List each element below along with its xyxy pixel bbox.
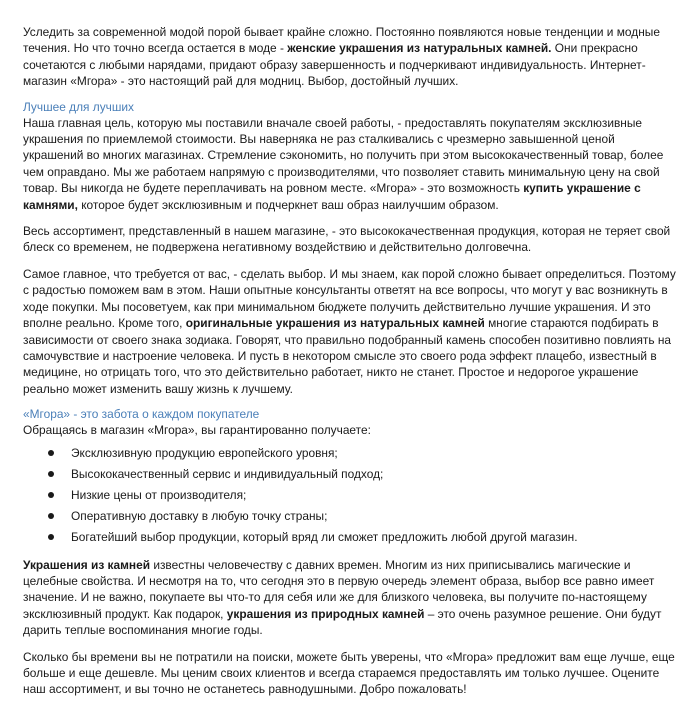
bullet-dot-icon bbox=[48, 534, 54, 540]
best-bold-buy-jewelry: купить украшение с камнями, bbox=[23, 181, 641, 212]
range-paragraph: Весь ассортимент, представленный в нашем магазине, - это высококачественная продукция, которая не теряет свой блеск со временем, не подвержена негативному воздействию и действительно долговечна. bbox=[23, 224, 671, 255]
choice-text-2: многие стараются подбирать в зависимости от своего знака зодиака. Говорят, что правильно подобранный камень способен позитивно повлиять на самочувствие и настроение человека. И пусть в некотором смысле это своего рода эффект плацебо, известный в медицине, но отрицать того, что это действительно работает, никто не станет. Простое и недорогое украшение реально может изменить вашу жизнь к лучшему. bbox=[23, 316, 672, 396]
bullet-dot-icon bbox=[48, 513, 54, 519]
stones-text-2: – это очень разумное решение. Они будут дарить теплые воспоминания многие годы. bbox=[23, 606, 662, 638]
list-item bbox=[48, 466, 676, 482]
best-paragraph bbox=[23, 115, 676, 213]
intro-paragraph bbox=[23, 24, 676, 90]
bullet-dot-icon bbox=[48, 471, 54, 477]
list-item-text: Богатейший выбор продукции, который вряд ли сможет предложить любой другой магазин. bbox=[71, 530, 578, 545]
intro-text-2: Они прекрасно сочетаются с любыми нарядами, придают образу завершенность и подчеркивают индивидуальность. Интернет-магазин «Мгора» - это настоящий рай для модниц. Выбор, достойный лучших. bbox=[23, 41, 646, 89]
bullet-dot-icon bbox=[48, 450, 54, 456]
benefits-list bbox=[23, 445, 676, 546]
stones-bold-jewelry-from-stones: Украшения из камней bbox=[23, 557, 151, 572]
best-text-2: которое будет эксклюзивным и подчеркнет ваш образ наилучшим образом. bbox=[77, 197, 499, 212]
stones-text-1: известны человечеству с давних времен. Многим из них приписывались магические и целебные свойства. И несмотря на то, что сегодня это в первую очередь элемент образа, выбор все равно имеет значение. И не важно, покупаете вы что-то для себя или же для близкого человека, вы получите по-настоящему эксклюзивный продукт. Как подарок, bbox=[23, 557, 655, 621]
stones-bold-natural-stones: украшения из природных камней bbox=[226, 606, 425, 621]
list-item bbox=[48, 487, 676, 503]
list-item bbox=[48, 529, 676, 545]
choice-text-1: Самое главное, что требуется от вас, - сделать выбор. И мы знаем, как порой сложно бывает определиться. Поэтому с радостью поможем вам в этом. Наши опытные консультанты ответят на все вопросы, что могут у вас возникнуть в ходе покупки. Мы посоветуем, как при минимальном бюджете получить действительно лучшие украшения. И это вполне реально. Кроме того, bbox=[23, 266, 676, 331]
bullet-dot-icon bbox=[48, 492, 54, 498]
list-item bbox=[48, 508, 676, 524]
list-item-text: Оперативную доставку в любую точку страны; bbox=[71, 509, 328, 524]
intro-bold-womens-jewelry: женские украшения из натуральных камней. bbox=[287, 41, 552, 56]
intro-text-1: Уследить за современной модой порой бывает крайне сложно. Постоянно появляются новые тенденции и модные течения. Но что точно всегда остается в моде - bbox=[23, 25, 660, 56]
list-item-text: Низкие цены от производителя; bbox=[71, 487, 247, 502]
section-heading-best: Лучшее для лучших bbox=[23, 99, 134, 114]
list-item-text: Эксклюзивную продукцию европейского уровня; bbox=[71, 445, 338, 460]
choice-paragraph bbox=[23, 266, 676, 397]
choice-bold-original-jewelry: оригинальные украшения из натуральных камней bbox=[185, 316, 485, 331]
stones-paragraph bbox=[23, 557, 676, 639]
list-item bbox=[48, 445, 676, 461]
best-text-1: Наша главная цель, которую мы поставили вначале своей работы, - предоставлять покупателям эксклюзивные украшения по приемлемой стоимости. Вы наверняка не раз сталкивались с чрезмерно завышенной ценой украшений во многих магазинах. Стремление сэкономить, но получить при этом высококачественный товар, более чем оправдано. Мы же работаем напрямую с производителями, что позволяет ставить минимальную цену на свой товар. Вы никогда не будете переплачивать на ровном месте. «Мгора» - это возможность bbox=[23, 115, 664, 196]
section-heading-care: «Мгора» - это забота о каждом покупателе bbox=[23, 407, 260, 422]
care-lead: Обращаясь в магазин «Мгора», вы гарантированно получаете: bbox=[23, 423, 371, 438]
list-item-text: Высококачественный сервис и индивидуальный подход; bbox=[71, 466, 384, 481]
closing-paragraph: Сколько бы времени вы не потратили на поиски, можете быть уверены, что «Мгора» предложит вам еще лучше, еще больше и еще дешевле. Мы ценим своих клиентов и всегда стараемся предоставлять им только лучшее. Оцените наш ассортимент, и вы точно не останетесь равнодушными. Добро пожаловать! bbox=[23, 649, 675, 697]
